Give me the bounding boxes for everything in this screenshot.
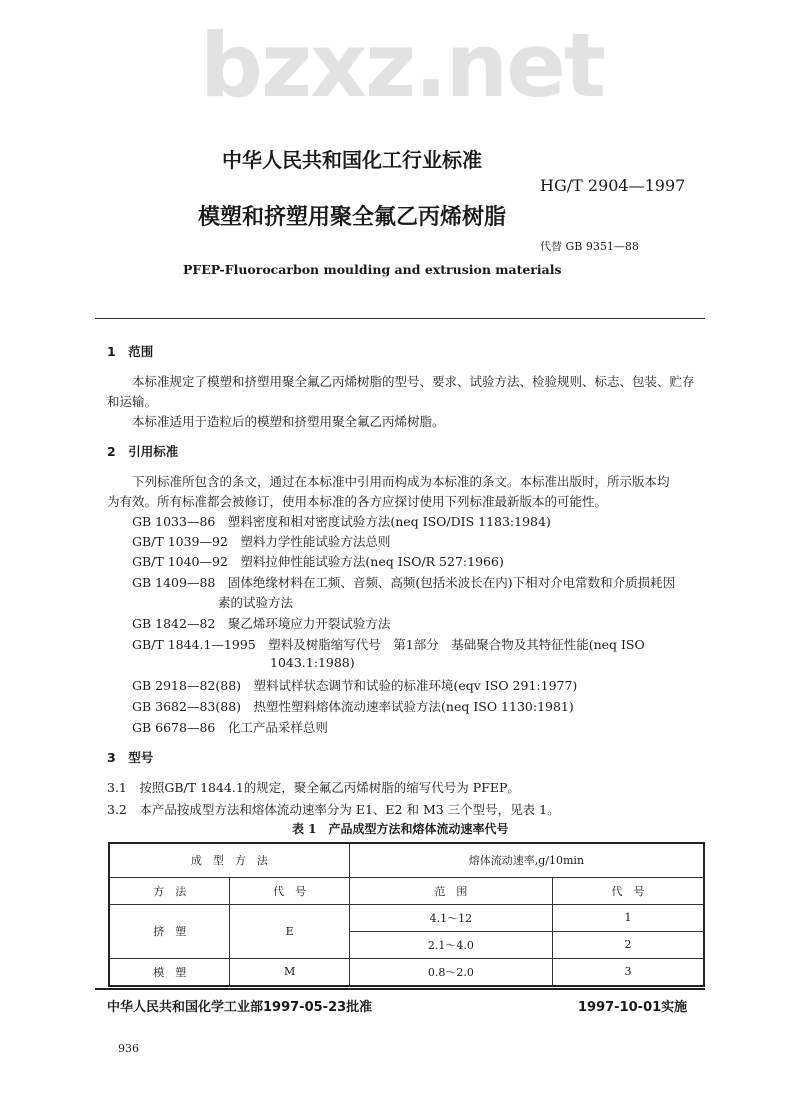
- table-group-header: 熔体流动速率,g/10min: [349, 843, 704, 877]
- reference-item: GB 3682—83(88) 热塑性塑料熔体流动速率试验方法(neq ISO 1130:1981): [132, 699, 574, 714]
- english-title: PFEP-Fluorocarbon moulding and extrusion materials: [183, 262, 562, 277]
- page-number: 936: [118, 1042, 139, 1055]
- reference-item: 素的试验方法: [218, 595, 294, 610]
- divider: [95, 318, 705, 319]
- paragraph: 本标准适用于造粒后的模塑和挤塑用聚全氟乙丙烯树脂。: [132, 414, 445, 429]
- reference-item: GB 2918—82(88) 塑料试样状态调节和试验的标准环境(eqv ISO 291:1977): [132, 678, 578, 693]
- table-cell: 3: [553, 958, 704, 986]
- reference-item: GB/T 1039—92 塑料力学性能试验方法总则: [132, 534, 391, 549]
- issue-date: 中华人民共和国化学工业部1997-05-23批准: [107, 1000, 373, 1015]
- watermark: bzxz.net: [200, 14, 605, 117]
- paragraph: 下列标准所包含的条文，通过在本标准中引用而构成为本标准的条文。本标准出版时，所示版本均: [132, 474, 670, 489]
- reference-item: GB 6678—86 化工产品采样总则: [132, 720, 328, 735]
- table-cell: E: [230, 904, 349, 958]
- table-cell: 2: [553, 931, 704, 958]
- paragraph: 3.2 本产品按成型方法和熔体流动速率分为 E1、E2 和 M3 三个型号，见表 1。: [107, 802, 560, 817]
- table-cell: 挤 塑: [109, 904, 230, 958]
- reference-item: GB/T 1844.1—1995 塑料及树脂缩写代号 第1部分 基础聚合物及其特征性能(neq ISO: [132, 637, 645, 652]
- section-heading: 3 型号: [107, 750, 154, 765]
- paragraph: 3.1 按照GB/T 1844.1的规定，聚全氟乙丙烯树脂的缩写代号为 PFEP。: [107, 780, 520, 795]
- column-header: 范 围: [349, 877, 552, 904]
- paragraph: 为有效。所有标准都会被修订，使用本标准的各方应探讨使用下列标准最新版本的可能性。: [107, 494, 608, 509]
- document-title: 模塑和挤塑用聚全氟乙丙烯树脂: [198, 205, 507, 230]
- table-caption: 表 1 产品成型方法和熔体流动速率代号: [292, 822, 509, 836]
- column-header: 代 号: [553, 877, 704, 904]
- table-cell: 4.1～12: [349, 904, 552, 931]
- paragraph: 本标准规定了模塑和挤塑用聚全氟乙丙烯树脂的型号、要求、试验方法、检验规则、标志、包装、贮存: [132, 374, 695, 389]
- effective-date: 1997-10-01实施: [578, 1000, 688, 1015]
- flow-rate-table: [108, 842, 705, 987]
- column-header: 代 号: [230, 877, 349, 904]
- standard-code: HG/T 2904—1997: [540, 176, 686, 195]
- reference-item: GB/T 1040—92 塑料拉伸性能试验方法(neq ISO/R 527:1966): [132, 554, 504, 569]
- reference-item: GB 1842—82 聚乙烯环境应力开裂试验方法: [132, 616, 391, 631]
- table-cell: M: [230, 958, 349, 986]
- paragraph: 和运输。: [107, 394, 158, 409]
- section-heading: 1 范围: [107, 344, 154, 359]
- table-cell: 1: [553, 904, 704, 931]
- table-cell: 2.1～4.0: [349, 931, 552, 958]
- issuing-org: 中华人民共和国化工行业标准: [222, 148, 482, 172]
- table-cell: 模 塑: [109, 958, 230, 986]
- reference-item: GB 1033—86 塑料密度和相对密度试验方法(neq ISO/DIS 1183:1984): [132, 514, 551, 529]
- reference-item: 1043.1:1988): [270, 655, 355, 670]
- replaces-note: 代替 GB 9351—88: [540, 240, 639, 253]
- reference-item: GB 1409—88 固体绝缘材料在工频、音频、高频(包括米波长在内)下相对介电常数和介质损耗因: [132, 575, 676, 590]
- column-header: 方 法: [109, 877, 230, 904]
- table-group-header: 成 型 方 法: [109, 843, 349, 877]
- footer-divider: [95, 988, 705, 990]
- table-cell: 0.8～2.0: [349, 958, 552, 986]
- section-heading: 2 引用标准: [107, 444, 179, 459]
